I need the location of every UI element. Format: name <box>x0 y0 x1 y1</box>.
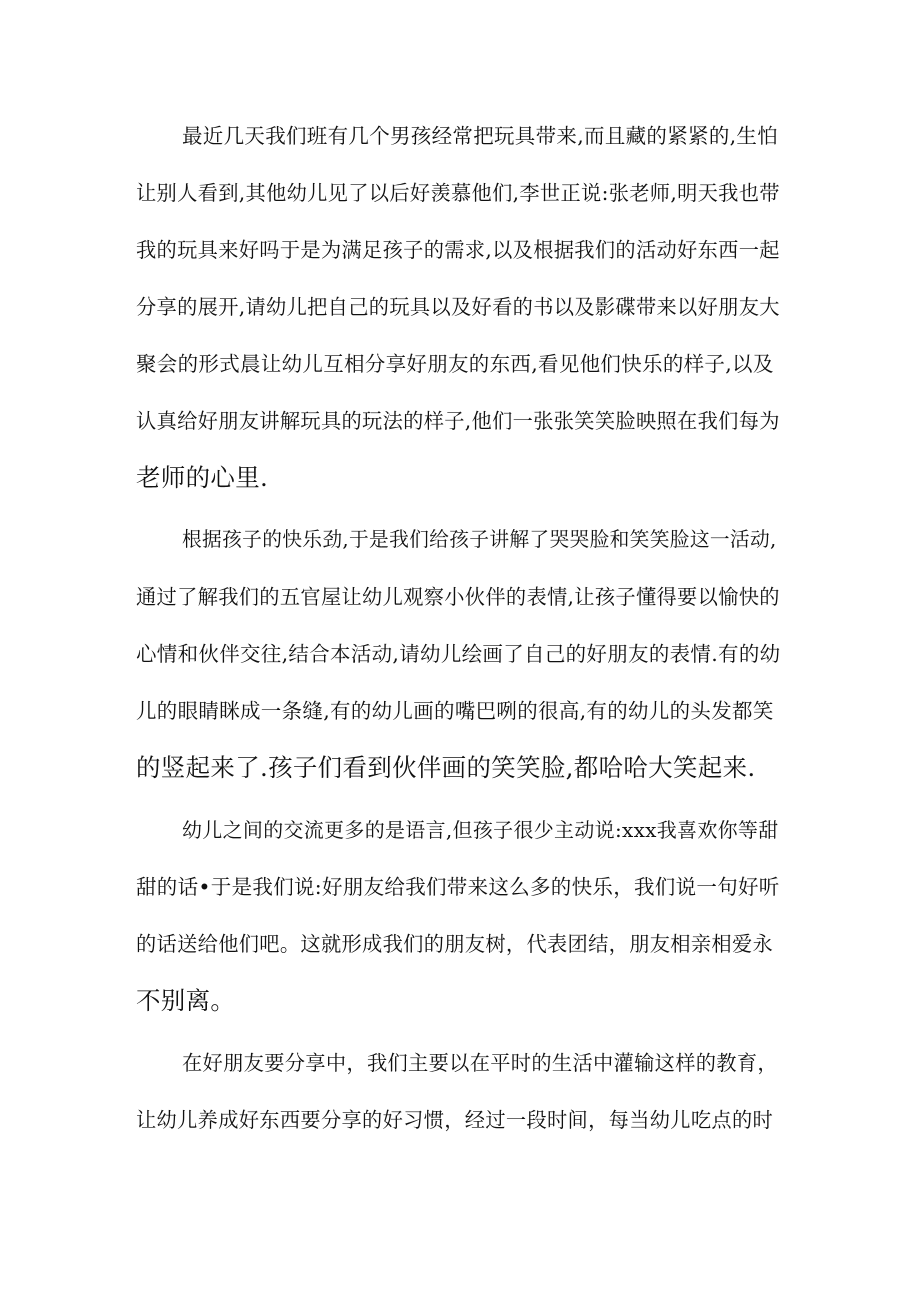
text-line: 不别离。 <box>136 986 236 1015</box>
text-line: 认真给好朋友讲解玩具的玩法的样子,他们一张张笑笑脸映照在我们每为 <box>136 409 780 433</box>
text-line: 最近几天我们班有几个男孩经常把玩具带来,而且藏的紧紧的,生怕 <box>182 124 779 148</box>
text-line: 甜的话•于是我们说:好朋友给我们带来这么多的快乐，我们说一句好听 <box>136 875 780 899</box>
text-line: 心情和伙伴交往,结合本活动,请幼儿绘画了自己的好朋友的表情.有的幼 <box>136 642 781 666</box>
text-line: 让幼儿养成好东西要分享的好习惯，经过一段时间，每当幼儿吃点的时 <box>136 1108 774 1132</box>
text-line: 儿的眼睛眯成一条缝,有的幼儿画的嘴巴咧的很高,有的幼儿的头发都笑 <box>136 699 774 723</box>
text-line: 老师的心里. <box>136 463 269 492</box>
text-line: 根据孩子的快乐劲,于是我们给孩子讲解了哭哭脸和笑笑脸这一活动, <box>182 528 777 551</box>
text-line: 聚会的形式晨让幼儿互相分享好朋友的东西,看见他们快乐的样子,以及 <box>136 352 774 376</box>
text-line: 幼儿之间的交流更多的是语言,但孩子很少主动说:xxx我喜欢你等甜 <box>182 818 779 842</box>
text-line: 的竖起来了.孩子们看到伙伴画的笑笑脸,都哈哈大笑起来. <box>136 753 756 782</box>
text-line: 分享的展开,请幼儿把自己的玩具以及好看的书以及影碟带来以好朋友大 <box>136 295 780 319</box>
text-line: 通过了解我们的五官屋让幼儿观察小伙伴的表情,让孩子懂得要以愉快的 <box>136 585 780 609</box>
text-line: 让别人看到,其他幼儿见了以后好羡慕他们,李世正说:张老师,明天我也带 <box>136 181 780 205</box>
text-line: 我的玩具来好吗于是为满足孩子的需求,以及根据我们的活动好东西一起 <box>136 238 780 262</box>
text-line: 的话送给他们吧。这就形成我们的朋友树，代表团结，朋友相亲相爱永 <box>136 932 774 956</box>
text-line: 在好朋友要分享中，我们主要以在平时的生活中灌输这样的教育， <box>182 1051 778 1075</box>
